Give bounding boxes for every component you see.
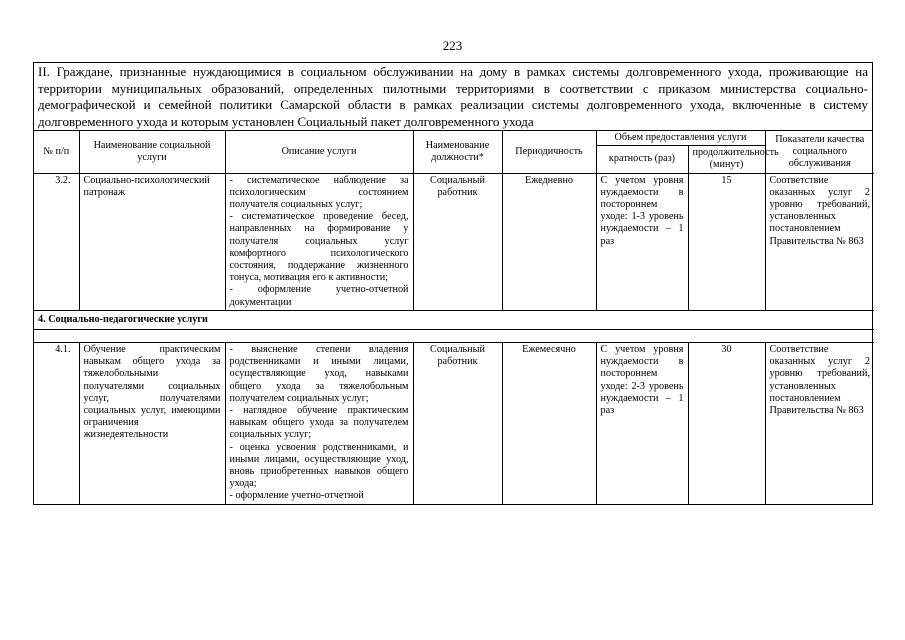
header-duration: продолжительность (минут) xyxy=(688,146,765,173)
row-num: 4.1. xyxy=(34,343,79,504)
row-position: Социальный работник xyxy=(413,343,502,504)
page-number: 223 xyxy=(442,38,463,53)
row-num: 3.2. xyxy=(34,173,79,310)
description-item: - систематическое наблюдение за психологическим состоянием получателя социальных услуг; xyxy=(229,174,409,211)
row-periodicity: Ежемесячно xyxy=(502,343,596,504)
row-duration: 30 xyxy=(688,343,765,504)
header-position: Наименование должности* xyxy=(413,131,502,173)
table-row xyxy=(34,343,874,504)
description-item: - выяснение степени владения родственниками и иными лицами, осуществляющие уход, навыками общего ухода за тяжелобольным получателем социальных услуг; xyxy=(229,344,409,404)
spacer-cell xyxy=(34,330,874,343)
header-description: Описание услуги xyxy=(225,131,413,173)
table-row xyxy=(34,173,874,310)
row-frequency: С учетом уровня нуждаемости в постороннем уходе: 2-3 уровень нуждаемости – 1 раз xyxy=(596,343,688,504)
row-description xyxy=(225,173,413,310)
row-duration: 15 xyxy=(688,173,765,310)
header-periodicity: Периодичность xyxy=(502,131,596,173)
header-service: Наименование социальной услуги xyxy=(79,131,225,173)
row-quality: Соответствие оказанных услуг 2 уровню требований, установленных постановлением Правительства № 863 xyxy=(765,173,874,310)
row-description xyxy=(225,343,413,504)
description-item: - оценка усвоения родственниками, и иными лицами, осуществляющие уход, вновь приобретенных навыков общего ухода; xyxy=(229,441,409,490)
section-title: 4. Социально-педагогические услуги xyxy=(34,310,874,329)
row-periodicity: Ежедневно xyxy=(502,173,596,310)
section-row xyxy=(34,310,874,329)
header-frequency: кратность (раз) xyxy=(596,146,688,173)
services-table xyxy=(34,131,874,504)
row-quality: Соответствие оказанных услуг 2 уровню требований, установленных постановлением Правительства № 863 xyxy=(765,343,874,504)
row-service: Социально-психологический патронаж xyxy=(79,173,225,310)
description-item: - систематическое проведение бесед, направленных на формирование у получателя социальных услуг комфортного психологического состояния, поддержание жизненного тонуса, мотивация его к активности; xyxy=(229,211,409,284)
row-frequency: С учетом уровня нуждаемости в постороннем уходе: 1-3 уровень нуждаемости – 1 раз xyxy=(596,173,688,310)
header-quality: Показатели качества социального обслуживания xyxy=(765,131,874,173)
header-volume: Объем предоставления услуги xyxy=(596,131,765,146)
table-header-row xyxy=(34,131,874,146)
description-item: - наглядное обучение практическим навыкам общего ухода за получателем социальных услуг; xyxy=(229,405,409,441)
header-num: № п/п xyxy=(34,131,79,173)
description-item: - оформление учетно-отчетной документации xyxy=(229,284,409,308)
row-position: Социальный работник xyxy=(413,173,502,310)
description-item: - оформление учетно-отчетной xyxy=(229,490,364,502)
document-frame xyxy=(33,62,873,505)
section-heading: II. Граждане, признанные нуждающимися в социальном обслуживании на дому в рамках системы долговременного ухода, проживающие на территории муниципальных образований, определенных пилотными территориями в соответствии с приказом министерства социально-демографической и семейной политики Самарской области в рамках реализации системы долговременного ухода, включенные в систему долговременного ухода и которым установлен Социальный пакет долговременного ухода xyxy=(34,63,872,131)
spacer-row xyxy=(34,330,874,343)
row-service: Обучение практическим навыкам общего ухода за тяжелобольными получателями социальных услуг, получателями социальных услуг, имеющими ограничения жизнедеятельности xyxy=(79,343,225,504)
